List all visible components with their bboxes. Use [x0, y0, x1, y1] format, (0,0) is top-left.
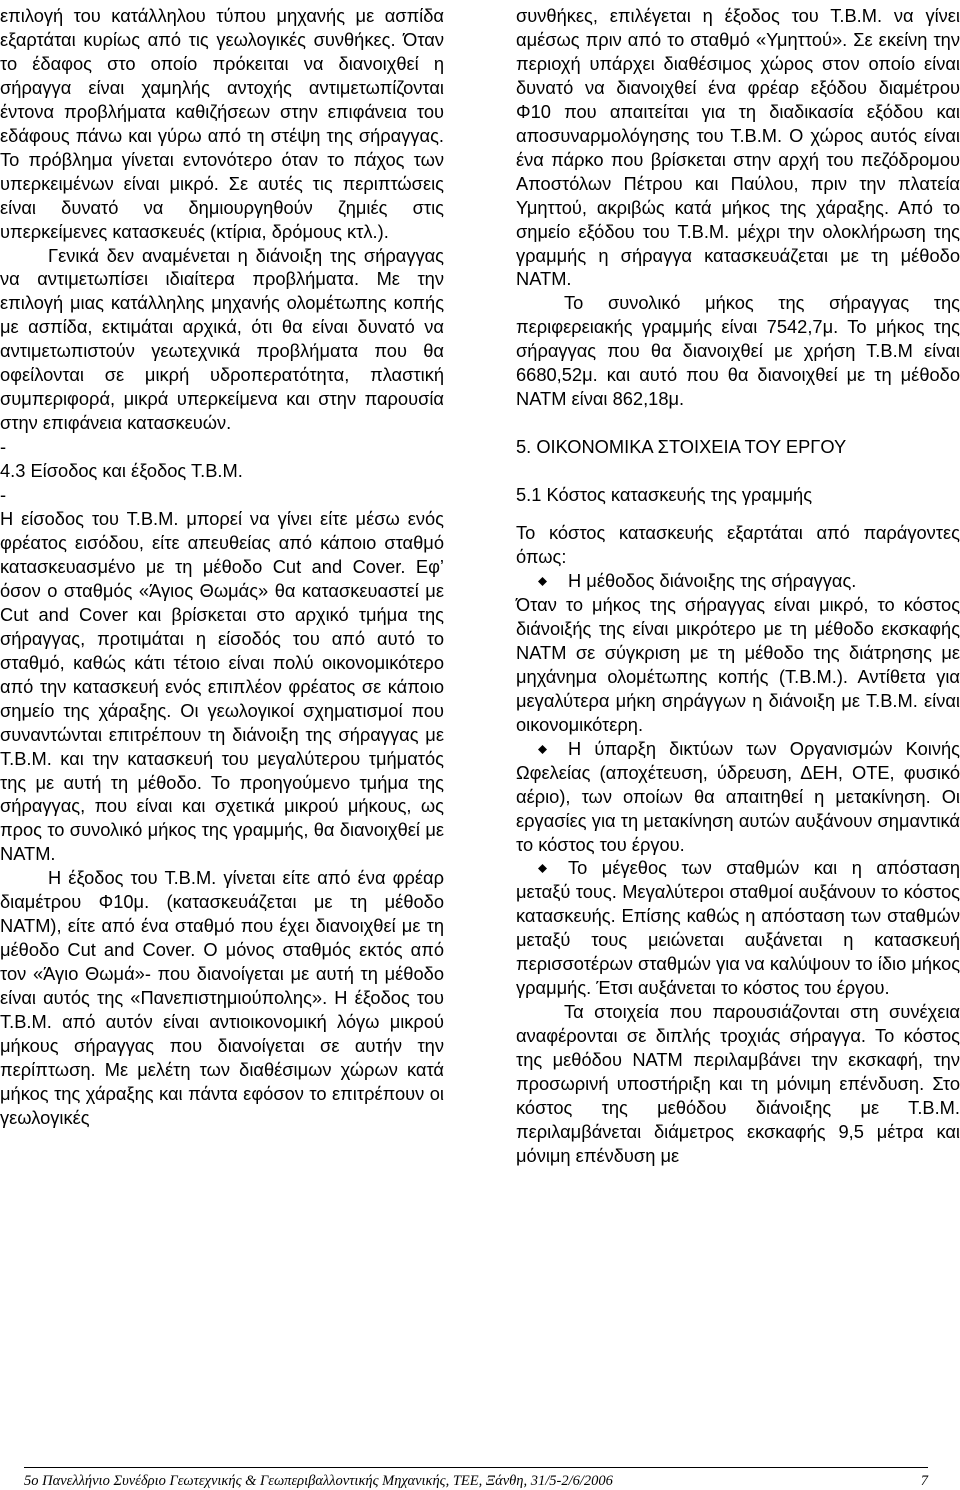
body-paragraph: Το κόστος κατασκευής εξαρτάται από παράγοντες όπως: — [516, 522, 960, 568]
body-paragraph: συνθήκες, επιλέγεται η έξοδος του Τ.Β.Μ. να γίνει αμέσως πριν από το σταθμό «Υμηττού». Σε εκείνη την περιοχή υπάρχει διαθέσιμος χώρος στον οποίο είναι δυνατό να διανοιχθεί ένα φρέαρ εξόδου διαμέτρου Φ10 που απαιτείται για τη διαδικασία εξόδου και αποσυναρμολόγησης του Τ.Β.Μ. Ο χώρος αυτός είναι ένα πάρκο που βρίσκεται στην αρχή του πεζόδρομου Αποστόλων Πέτρου και Παύλου, πριν την πλατεία Υμηττού, ακριβώς κατά μήκος της χάραξης. Από το σημείο εξόδου του Τ.Β.Μ. μέχρι την ολοκλήρωση της γραμμής η σήραγγα κατασκευάζεται με τη μέθοδο ΝΑΤΜ. — [516, 5, 960, 290]
diamond-bullet-icon — [516, 856, 568, 880]
bullet-item — [516, 569, 960, 593]
spacer — [516, 507, 960, 521]
bullet-text: Η μέθοδος διάνοιξης της σήραγγας. — [568, 570, 857, 592]
body-paragraph: Όταν το μήκος της σήραγγας είναι μικρό, το κόστος διάνοιξής της είναι μικρότερο με τη μέθοδο εκσκαφής ΝΑΤΜ σε σύγκριση με τη μέθοδο της διάτρησης με μηχάνημα ολομέτωπης κοπής (Τ.Β.Μ.). Αντίθετα για μεγαλύτερα μήκη σηράγγων η διάνοιξη με Τ.Β.Μ. είναι οικονομικότερη. — [516, 593, 960, 735]
page-number: 7 — [920, 1473, 928, 1489]
section-heading: 5. ΟΙΚΟΝΟΜΙΚΑ ΣΤΟΙΧΕΙΑ ΤΟΥ ΕΡΓΟΥ — [516, 436, 847, 458]
conference-citation: 5ο Πανελλήνιο Συνέδριο Γεωτεχνικής & Γεωπεριβαλλοντικής Μηχανικής, ΤΕΕ, Ξάνθη, 31/5-2/6/2006 — [24, 1473, 613, 1489]
bullet-item — [516, 856, 960, 1000]
separator-dash: - — [0, 484, 7, 506]
left-column — [0, 4, 444, 1130]
body-paragraph: Τα στοιχεία που παρουσιάζονται στη συνέχεια αναφέρονται σε διπλής τροχιάς σήραγγα. Το κόστος της μεθόδου ΝΑΤΜ περιλαμβάνει την εκσκαφή, την προσωρινή υποστήριξη και τη μόνιμη επένδυση. Στο κόστος της μεθόδου διάνοιξης με Τ.Β.Μ. περιλαμβάνεται διάμετρος εκσκαφής 9,5 μέτρα και μόνιμη επένδυση με — [516, 1001, 960, 1166]
body-paragraph: Το συνολικό μήκος της σήραγγας της περιφερειακής γραμμής είναι 7542,7μ. Το μήκος της σήραγγας που θα διανοιχθεί με χρήση Τ.Β.Μ είναι 6680,52μ. και αυτό που θα διανοιχθεί με τη μέθοδο ΝΑΤΜ είναι 862,18μ. — [516, 292, 960, 410]
bullet-text: Η ύπαρξη δικτύων των Οργανισμών Κοινής Ωφελείας (αποχέτευση, ύδρευση, ΔΕΗ, ΟΤΕ, φυσικό αέριο), των οποίων θα απαιτηθεί η μετακίνηση. Οι εργασίες για τη μετακίνηση αυτών αυξάνουν σημαντικά το κόστος του έργου. — [516, 737, 960, 855]
right-column — [516, 4, 960, 1168]
diamond-bullet-icon — [516, 737, 568, 761]
page-footer — [24, 1467, 928, 1489]
subsection-heading: 5.1 Κόστος κατασκευής της γραμμής — [516, 484, 813, 506]
bullet-text: Το μέγεθος των σταθμών και η απόσταση μεταξύ τους. Μεγαλύτεροι σταθμοί αυξάνουν το κόστος κατασκευής. Επίσης καθώς η απόσταση των σταθμών μεταξύ τους μειώνεται αυξάνεται η κατασκευή περισσοτέρων σταθμών για να καλύψουν το ίδιο μήκος γραμμής. Έτσι αυξάνεται το κόστος του έργου. — [516, 857, 960, 999]
body-paragraph: επιλογή του κατάλληλου τύπου μηχανής με ασπίδα εξαρτάται κυρίως από τις γεωλογικές συνθήκες. Όταν το έδαφος στο οποίο πρόκειται να διανοιχθεί η σήραγγα είναι χαμηλής αντοχής αντιμετωπίζονται έντονα προβλήματα καθιζήσεων στην επιφάνεια του εδάφους πάνω και γύρω από τη στέψη της σήραγγας. Το πρόβλημα γίνεται εντονότερο όταν το πάχος των υπερκειμένων είναι μικρό. Σε αυτές τις περιπτώσεις είναι δυνατό να δημιουργηθούν ζημιές στις υπερκείμενες κατασκευές (κτίρια, δρόμους κτλ.). — [0, 5, 444, 242]
spacer — [516, 459, 960, 483]
separator-dash: - — [0, 436, 7, 458]
diamond-bullet-icon — [516, 569, 568, 593]
body-paragraph: Γενικά δεν αναμένεται η διάνοιξη της σήραγγας να αντιμετωπίσει ιδιαίτερα προβλήματα. Με την επιλογή μιας κατάλληλης μηχανής ολομέτωπης κοπής με ασπίδα, εκτιμάται αρχικά, ότι θα είναι δυνατό να αντιμετωπιστούν γεωτεχνικά προβλήματα που θα οφείλονται σε μικρή υδροπερατότητα, πλαστική συμπεριφορά, μικρά υπερκείμενα και στην παρουσία στην επιφάνεια κατασκευών. — [0, 244, 444, 434]
spacer — [516, 411, 960, 435]
bullet-item — [516, 737, 960, 857]
section-heading: 4.3 Είσοδος και έξοδος Τ.Β.Μ. — [0, 460, 243, 482]
body-paragraph: Η έξοδος του Τ.Β.Μ. γίνεται είτε από ένα φρέαρ διαμέτρου Φ10μ. (κατασκευάζεται με τη μέθοδο ΝΑΤΜ), είτε από ένα σταθμό που έχει διανοιχθεί με τη μέθοδο Cut and Cover. Ο μόνος σταθμός εκτός από τον «Άγιο Θωμά»- που διανοίγεται με αυτή τη μέθοδο είναι αυτός της «Πανεπιστημιούπολης». Η έξοδος του Τ.Β.Μ. από αυτόν είναι αντιοικονομική λόγω μικρού μήκους σήραγγας που διανοίγεται σε αυτήν την περίπτωση. Με μελέτη των διαθέσιμων χώρων κατά μήκος της χάραξης και πάντα εφόσον το επιτρέπουν οι γεωλογικές — [0, 867, 444, 1128]
body-paragraph: Η είσοδος του Τ.Β.Μ. μπορεί να γίνει είτε μέσω ενός φρέατος εισόδου, είτε απευθείας από κάποιο σταθμό κατασκευασμένο με τη μέθοδο Cut and Cover. Εφ’ όσον ο σταθμός «Άγιος Θωμάς» θα κατασκευαστεί με Cut and Cover και βρίσκεται στο αρχικό τμήμα της σήραγγας, προτιμάται η είσοδός του από αυτό το σταθμό, καθώς κάτι τέτοιο είναι πολύ οικονομικότερο από την κατασκευή ενός επιπλέον φρέατος σε κάποιο σημείο της χάραξης. Οι γεωλογικοί σχηματισμοί που συναντώνται επιτρέπουν τη διάνοιξη της σήραγγας με Τ.Β.Μ. και την κατασκευή του μεγαλύτερου τμήματός της με αυτή τη μέθοδο. Το προηγούμενο τμήμα της σήραγγας, που είναι και σχετικά μικρού μήκους, ως προς το συνολικό μήκος της γραμμής, θα διανοιχθεί με ΝΑΤΜ. — [0, 508, 444, 865]
